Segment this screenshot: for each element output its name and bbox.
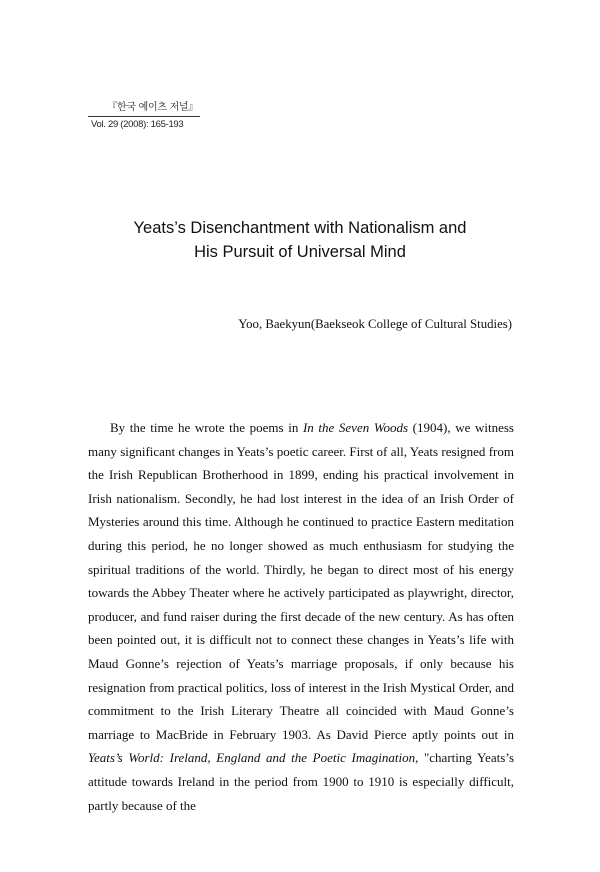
body-paragraph <box>88 416 514 817</box>
book-title-yeatss-world: Yeats’s World: Ireland, England and the Poetic Imagination <box>88 750 416 766</box>
paper-title <box>0 216 600 264</box>
paper-title-line-2: His Pursuit of Universal Mind <box>194 243 406 261</box>
body-text-segment-2: (1904), we witness many significant changes in Yeats’s poetic career. First of all, Yeats resigned from the Irish Republican Brotherhood in 1899, ending his practical involvement in Irish nationalism. Secondly, he had lost interest in the idea of an Irish Order of Mysteries around this time. Although he continued to practice Eastern meditation during this period, he no longer showed as much enthusiasm for studying the spiritual traditions of the world. Thirdly, he began to direct most of his energy towards the Abbey Theater where he actively participated as playwright, director, producer, and fund raiser during the first decade of the new century. As has often been pointed out, it is difficult not to connect these changes in Yeats’s life with Maud Gonne’s rejection of Yeats’s marriage proposals, if only because his resignation from practical politics, loss of interest in the Irish Mystical Order, and commitment to the Irish Literary Theatre all coincided with Maud Gonne’s marriage to MacBride in February 1903. As David Pierce aptly points out in <box>88 420 514 742</box>
author-affiliation: Yoo, Baekyun(Baekseok College of Cultural Studies) <box>238 317 512 331</box>
paper-title-line-1: Yeats’s Disenchantment with Nationalism and <box>133 219 467 237</box>
header-rule <box>88 116 200 117</box>
journal-volume-info: Vol. 29 (2008): 165-193 <box>91 119 184 130</box>
book-title-in-the-seven-woods: In the Seven Woods <box>302 420 409 435</box>
body-text-segment-1: By the time he wrote the poems in <box>110 420 303 435</box>
body-text-segment-3: , "charting Yeats’s attitude towards Ireland in the period from 1900 to 1910 is especially difficult, partly because of the <box>88 750 515 813</box>
journal-header <box>88 101 198 131</box>
journal-name: 『한국 예이츠 저널』 <box>107 102 198 113</box>
